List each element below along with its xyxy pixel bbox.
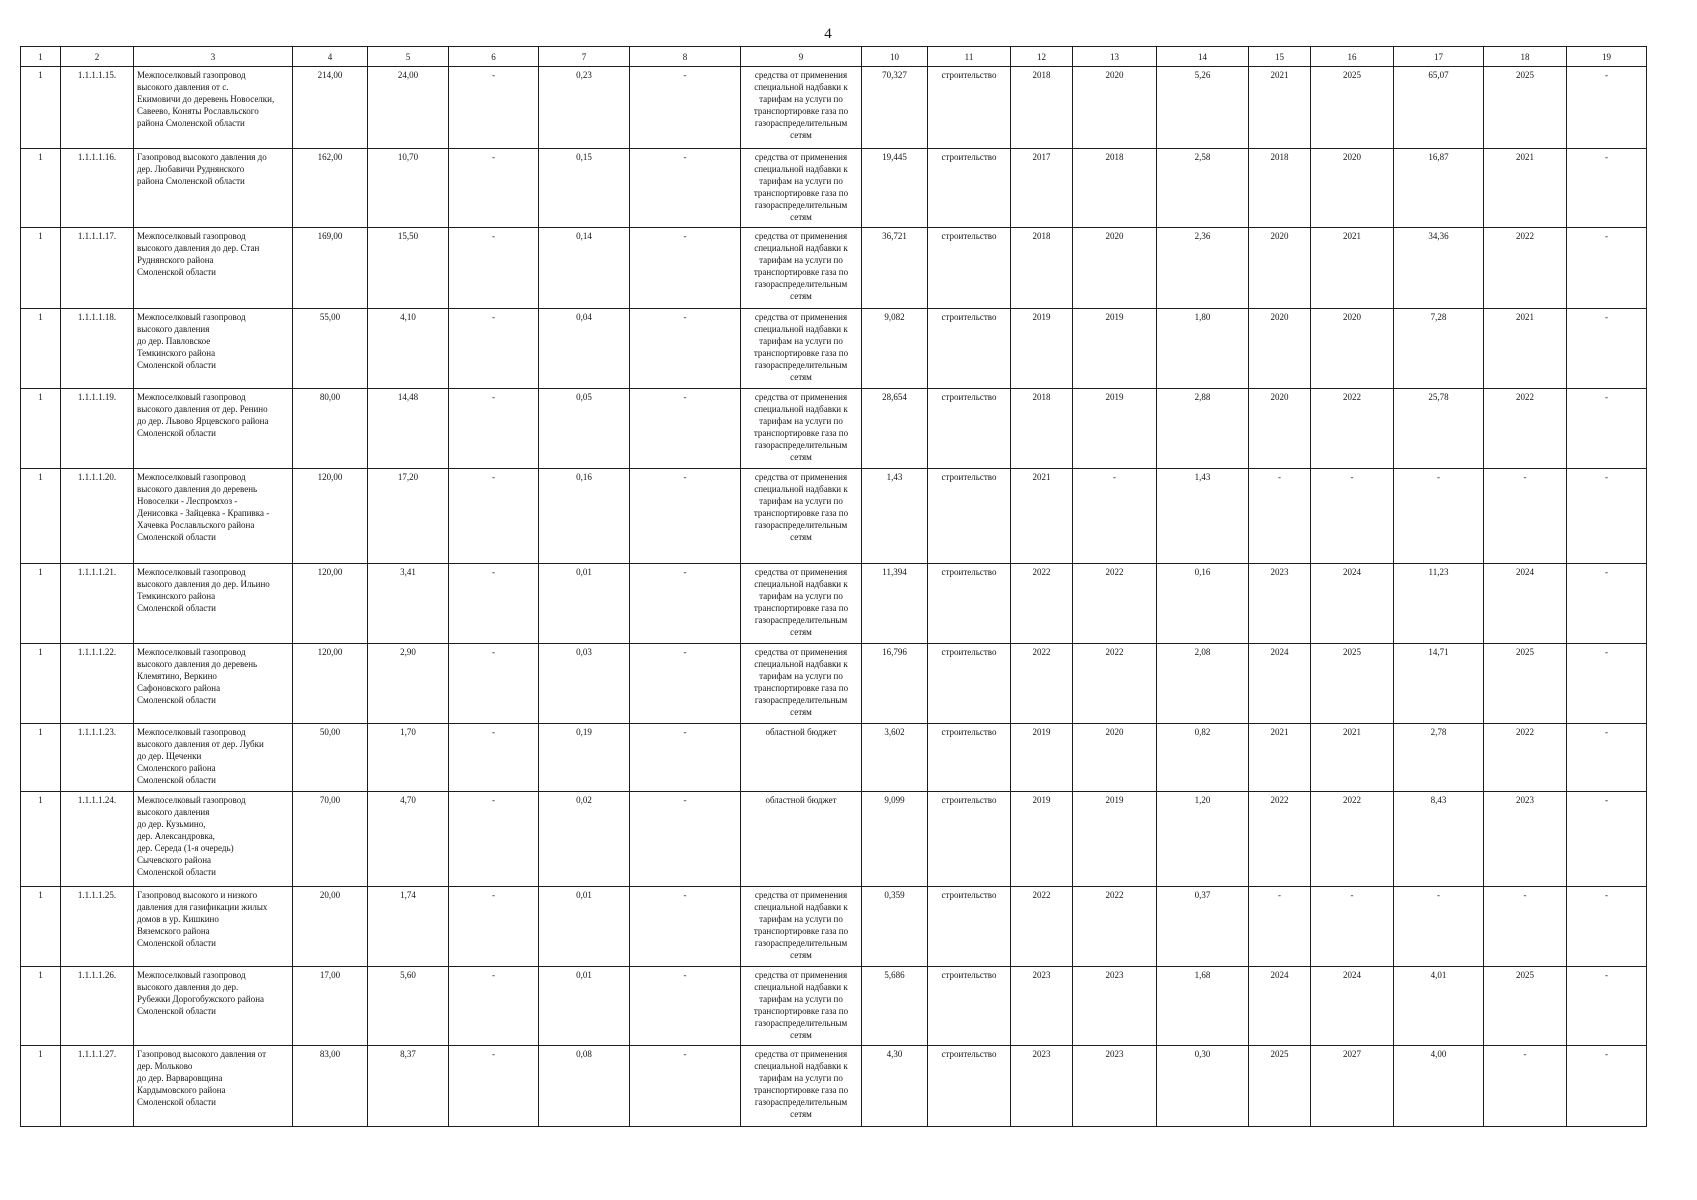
cell-col-16: 2024: [1311, 564, 1394, 644]
cell-col-11: строительство: [928, 887, 1011, 967]
cell-col-11: строительство: [928, 1046, 1011, 1127]
table-row: [21, 67, 1647, 149]
cell-col-14: 5,26: [1157, 67, 1249, 149]
cell-col-2: 1.1.1.1.19.: [61, 389, 134, 469]
cell-col-12: 2018: [1011, 389, 1073, 469]
cell-col-3: Межпоселковый газопровод высокого давления до деревень Новоселки - Леспромхоз - Денисовка - Зайцевка - Крапивка - Хачевка Рославльского района Смоленской области: [134, 469, 293, 564]
cell-col-12: 2018: [1011, 228, 1073, 309]
cell-col-13: 2023: [1073, 1046, 1157, 1127]
cell-col-2: 1.1.1.1.21.: [61, 564, 134, 644]
cell-col-12: 2023: [1011, 967, 1073, 1046]
table-row: [21, 1046, 1647, 1127]
cell-col-14: 2,36: [1157, 228, 1249, 309]
cell-col-8: -: [630, 228, 741, 309]
cell-col-6: -: [449, 67, 539, 149]
cell-col-9: средства от применения специальной надбавки к тарифам на услуги по транспортировке газа по газораспределительным сетям: [741, 967, 862, 1046]
cell-col-12: 2018: [1011, 67, 1073, 149]
cell-col-4: 17,00: [293, 967, 368, 1046]
cell-col-7: 0,23: [539, 67, 630, 149]
cell-col-9: средства от применения специальной надбавки к тарифам на услуги по транспортировке газа по газораспределительным сетям: [741, 389, 862, 469]
cell-col-8: -: [630, 564, 741, 644]
cell-col-19: -: [1567, 887, 1647, 967]
column-header-6: 6: [449, 47, 539, 67]
column-header-10: 10: [862, 47, 928, 67]
cell-col-4: 169,00: [293, 228, 368, 309]
table-row: [21, 887, 1647, 967]
cell-col-19: -: [1567, 644, 1647, 724]
cell-col-11: строительство: [928, 469, 1011, 564]
cell-col-9: областной бюджет: [741, 724, 862, 792]
cell-col-10: 0,359: [862, 887, 928, 967]
column-header-3: 3: [134, 47, 293, 67]
cell-col-15: 2022: [1249, 792, 1311, 887]
cell-col-15: 2020: [1249, 309, 1311, 389]
cell-col-17: 4,01: [1394, 967, 1484, 1046]
column-header-18: 18: [1484, 47, 1567, 67]
cell-col-14: 1,80: [1157, 309, 1249, 389]
cell-col-9: средства от применения специальной надбавки к тарифам на услуги по транспортировке газа по газораспределительным сетям: [741, 67, 862, 149]
cell-col-14: 0,30: [1157, 1046, 1249, 1127]
cell-col-14: 1,43: [1157, 469, 1249, 564]
cell-col-5: 15,50: [368, 228, 449, 309]
cell-col-1: 1: [21, 469, 61, 564]
table-row: [21, 564, 1647, 644]
cell-col-19: -: [1567, 67, 1647, 149]
cell-col-14: 2,88: [1157, 389, 1249, 469]
cell-col-13: 2018: [1073, 149, 1157, 228]
cell-col-7: 0,01: [539, 967, 630, 1046]
cell-col-8: -: [630, 469, 741, 564]
cell-col-18: 2025: [1484, 67, 1567, 149]
cell-col-1: 1: [21, 67, 61, 149]
cell-col-6: -: [449, 887, 539, 967]
cell-col-7: 0,02: [539, 792, 630, 887]
cell-col-15: 2023: [1249, 564, 1311, 644]
cell-col-4: 162,00: [293, 149, 368, 228]
table-row: [21, 469, 1647, 564]
cell-col-13: 2022: [1073, 644, 1157, 724]
column-header-12: 12: [1011, 47, 1073, 67]
cell-col-6: -: [449, 724, 539, 792]
cell-col-15: 2020: [1249, 228, 1311, 309]
cell-col-1: 1: [21, 967, 61, 1046]
cell-col-7: 0,03: [539, 644, 630, 724]
cell-col-3: Межпоселковый газопровод высокого давления до дер. Стан Руднянского района Смоленской области: [134, 228, 293, 309]
cell-col-14: 0,16: [1157, 564, 1249, 644]
cell-col-19: -: [1567, 967, 1647, 1046]
cell-col-5: 10,70: [368, 149, 449, 228]
column-header-11: 11: [928, 47, 1011, 67]
column-header-17: 17: [1394, 47, 1484, 67]
cell-col-13: 2022: [1073, 564, 1157, 644]
cell-col-8: -: [630, 67, 741, 149]
cell-col-6: -: [449, 967, 539, 1046]
cell-col-7: 0,01: [539, 564, 630, 644]
cell-col-2: 1.1.1.1.17.: [61, 228, 134, 309]
cell-col-12: 2019: [1011, 724, 1073, 792]
cell-col-1: 1: [21, 228, 61, 309]
cell-col-3: Газопровод высокого и низкого давления для газификации жилых домов в ур. Кишкино Вяземского района Смоленской области: [134, 887, 293, 967]
column-header-13: 13: [1073, 47, 1157, 67]
cell-col-19: -: [1567, 389, 1647, 469]
cell-col-13: 2020: [1073, 724, 1157, 792]
column-header-14: 14: [1157, 47, 1249, 67]
cell-col-11: строительство: [928, 564, 1011, 644]
cell-col-4: 214,00: [293, 67, 368, 149]
cell-col-1: 1: [21, 724, 61, 792]
cell-col-1: 1: [21, 887, 61, 967]
cell-col-15: 2025: [1249, 1046, 1311, 1127]
cell-col-6: -: [449, 469, 539, 564]
cell-col-18: 2025: [1484, 644, 1567, 724]
cell-col-15: 2024: [1249, 967, 1311, 1046]
cell-col-10: 9,082: [862, 309, 928, 389]
cell-col-9: средства от применения специальной надбавки к тарифам на услуги по транспортировке газа по газораспределительным сетям: [741, 1046, 862, 1127]
cell-col-9: средства от применения специальной надбавки к тарифам на услуги по транспортировке газа по газораспределительным сетям: [741, 644, 862, 724]
cell-col-10: 4,30: [862, 1046, 928, 1127]
cell-col-6: -: [449, 1046, 539, 1127]
cell-col-17: 4,00: [1394, 1046, 1484, 1127]
cell-col-2: 1.1.1.1.22.: [61, 644, 134, 724]
cell-col-8: -: [630, 149, 741, 228]
table-row: [21, 792, 1647, 887]
cell-col-1: 1: [21, 792, 61, 887]
cell-col-3: Межпоселковый газопровод высокого давления до дер. Ильино Темкинского района Смоленской области: [134, 564, 293, 644]
cell-col-18: 2022: [1484, 724, 1567, 792]
cell-col-11: строительство: [928, 67, 1011, 149]
cell-col-5: 1,70: [368, 724, 449, 792]
cell-col-13: 2019: [1073, 792, 1157, 887]
table-row: [21, 309, 1647, 389]
cell-col-19: -: [1567, 228, 1647, 309]
cell-col-7: 0,15: [539, 149, 630, 228]
cell-col-11: строительство: [928, 792, 1011, 887]
data-table: [20, 46, 1647, 1127]
table-row: [21, 149, 1647, 228]
cell-col-19: -: [1567, 792, 1647, 887]
cell-col-12: 2021: [1011, 469, 1073, 564]
cell-col-9: средства от применения специальной надбавки к тарифам на услуги по транспортировке газа по газораспределительным сетям: [741, 228, 862, 309]
cell-col-17: 7,28: [1394, 309, 1484, 389]
cell-col-17: -: [1394, 887, 1484, 967]
cell-col-3: Межпоселковый газопровод высокого давления до дер. Кузьмино, дер. Александровка, дер. Середа (1-я очередь) Сычевского района Смоленской области: [134, 792, 293, 887]
cell-col-16: -: [1311, 469, 1394, 564]
cell-col-8: -: [630, 644, 741, 724]
cell-col-10: 70,327: [862, 67, 928, 149]
cell-col-2: 1.1.1.1.25.: [61, 887, 134, 967]
cell-col-12: 2022: [1011, 887, 1073, 967]
cell-col-1: 1: [21, 564, 61, 644]
cell-col-16: 2024: [1311, 967, 1394, 1046]
cell-col-9: областной бюджет: [741, 792, 862, 887]
cell-col-4: 83,00: [293, 1046, 368, 1127]
cell-col-6: -: [449, 564, 539, 644]
cell-col-17: 2,78: [1394, 724, 1484, 792]
cell-col-10: 9,099: [862, 792, 928, 887]
cell-col-15: 2021: [1249, 67, 1311, 149]
cell-col-15: 2020: [1249, 389, 1311, 469]
cell-col-17: 65,07: [1394, 67, 1484, 149]
cell-col-5: 2,90: [368, 644, 449, 724]
column-header-15: 15: [1249, 47, 1311, 67]
cell-col-12: 2022: [1011, 644, 1073, 724]
cell-col-10: 5,686: [862, 967, 928, 1046]
cell-col-1: 1: [21, 309, 61, 389]
cell-col-15: 2018: [1249, 149, 1311, 228]
cell-col-8: -: [630, 967, 741, 1046]
cell-col-2: 1.1.1.1.24.: [61, 792, 134, 887]
cell-col-5: 17,20: [368, 469, 449, 564]
cell-col-7: 0,14: [539, 228, 630, 309]
cell-col-6: -: [449, 644, 539, 724]
cell-col-16: 2021: [1311, 228, 1394, 309]
cell-col-16: 2025: [1311, 67, 1394, 149]
cell-col-11: строительство: [928, 724, 1011, 792]
cell-col-2: 1.1.1.1.15.: [61, 67, 134, 149]
cell-col-12: 2022: [1011, 564, 1073, 644]
cell-col-6: -: [449, 389, 539, 469]
cell-col-4: 80,00: [293, 389, 368, 469]
column-header-4: 4: [293, 47, 368, 67]
cell-col-16: 2021: [1311, 724, 1394, 792]
cell-col-5: 8,37: [368, 1046, 449, 1127]
cell-col-14: 2,58: [1157, 149, 1249, 228]
cell-col-7: 0,01: [539, 887, 630, 967]
cell-col-1: 1: [21, 1046, 61, 1127]
table-row: [21, 389, 1647, 469]
page-number: 4: [824, 26, 832, 42]
cell-col-9: средства от применения специальной надбавки к тарифам на услуги по транспортировке газа по газораспределительным сетям: [741, 564, 862, 644]
cell-col-12: 2023: [1011, 1046, 1073, 1127]
cell-col-5: 14,48: [368, 389, 449, 469]
cell-col-9: средства от применения специальной надбавки к тарифам на услуги по транспортировке газа по газораспределительным сетям: [741, 887, 862, 967]
cell-col-16: 2020: [1311, 309, 1394, 389]
cell-col-14: 0,37: [1157, 887, 1249, 967]
cell-col-11: строительство: [928, 389, 1011, 469]
cell-col-18: 2025: [1484, 967, 1567, 1046]
cell-col-13: 2020: [1073, 228, 1157, 309]
cell-col-5: 4,10: [368, 309, 449, 389]
cell-col-1: 1: [21, 644, 61, 724]
cell-col-11: строительство: [928, 309, 1011, 389]
cell-col-17: 25,78: [1394, 389, 1484, 469]
cell-col-10: 16,796: [862, 644, 928, 724]
cell-col-18: 2022: [1484, 228, 1567, 309]
cell-col-2: 1.1.1.1.16.: [61, 149, 134, 228]
cell-col-5: 5,60: [368, 967, 449, 1046]
cell-col-17: -: [1394, 469, 1484, 564]
cell-col-19: -: [1567, 564, 1647, 644]
cell-col-9: средства от применения специальной надбавки к тарифам на услуги по транспортировке газа по газораспределительным сетям: [741, 309, 862, 389]
column-header-5: 5: [368, 47, 449, 67]
cell-col-16: 2020: [1311, 149, 1394, 228]
cell-col-16: 2022: [1311, 792, 1394, 887]
table-header: [21, 47, 1647, 67]
cell-col-13: 2022: [1073, 887, 1157, 967]
cell-col-1: 1: [21, 389, 61, 469]
cell-col-18: 2024: [1484, 564, 1567, 644]
cell-col-4: 50,00: [293, 724, 368, 792]
cell-col-7: 0,05: [539, 389, 630, 469]
column-header-7: 7: [539, 47, 630, 67]
cell-col-4: 70,00: [293, 792, 368, 887]
cell-col-16: 2025: [1311, 644, 1394, 724]
cell-col-11: строительство: [928, 149, 1011, 228]
cell-col-18: 2022: [1484, 389, 1567, 469]
cell-col-13: 2019: [1073, 389, 1157, 469]
cell-col-6: -: [449, 792, 539, 887]
cell-col-10: 28,654: [862, 389, 928, 469]
cell-col-16: -: [1311, 887, 1394, 967]
cell-col-14: 1,68: [1157, 967, 1249, 1046]
cell-col-19: -: [1567, 149, 1647, 228]
cell-col-13: 2023: [1073, 967, 1157, 1046]
cell-col-19: -: [1567, 724, 1647, 792]
cell-col-7: 0,16: [539, 469, 630, 564]
cell-col-4: 120,00: [293, 469, 368, 564]
cell-col-18: -: [1484, 469, 1567, 564]
cell-col-3: Межпоселковый газопровод высокого давления до деревень Клемятино, Веркино Сафоновского района Смоленской области: [134, 644, 293, 724]
cell-col-8: -: [630, 792, 741, 887]
cell-col-9: средства от применения специальной надбавки к тарифам на услуги по транспортировке газа по газораспределительным сетям: [741, 469, 862, 564]
cell-col-3: Межпоселковый газопровод высокого давления от дер. Лубки до дер. Щеченки Смоленского района Смоленской области: [134, 724, 293, 792]
cell-col-3: Газопровод высокого давления от дер. Мольково до дер. Варваровщина Кардымовского района Смоленской области: [134, 1046, 293, 1127]
cell-col-3: Межпоселковый газопровод высокого давления от с. Екимовичи до деревень Новоселки, Савеево, Коняты Рославльского района Смоленской области: [134, 67, 293, 149]
cell-col-11: строительство: [928, 644, 1011, 724]
cell-col-2: 1.1.1.1.23.: [61, 724, 134, 792]
cell-col-8: -: [630, 887, 741, 967]
cell-col-5: 4,70: [368, 792, 449, 887]
cell-col-18: 2021: [1484, 309, 1567, 389]
table-row: [21, 724, 1647, 792]
cell-col-13: -: [1073, 469, 1157, 564]
cell-col-10: 1,43: [862, 469, 928, 564]
column-header-9: 9: [741, 47, 862, 67]
cell-col-2: 1.1.1.1.27.: [61, 1046, 134, 1127]
cell-col-3: Газопровод высокого давления до дер. Любавичи Руднянского района Смоленской области: [134, 149, 293, 228]
column-header-1: 1: [21, 47, 61, 67]
table-row: [21, 967, 1647, 1046]
cell-col-1: 1: [21, 149, 61, 228]
cell-col-15: -: [1249, 887, 1311, 967]
cell-col-19: -: [1567, 469, 1647, 564]
cell-col-6: -: [449, 149, 539, 228]
cell-col-18: 2023: [1484, 792, 1567, 887]
cell-col-12: 2017: [1011, 149, 1073, 228]
cell-col-8: -: [630, 389, 741, 469]
cell-col-8: -: [630, 1046, 741, 1127]
cell-col-7: 0,04: [539, 309, 630, 389]
cell-col-11: строительство: [928, 228, 1011, 309]
cell-col-12: 2019: [1011, 309, 1073, 389]
cell-col-17: 11,23: [1394, 564, 1484, 644]
cell-col-10: 3,602: [862, 724, 928, 792]
cell-col-8: -: [630, 309, 741, 389]
column-header-8: 8: [630, 47, 741, 67]
cell-col-16: 2022: [1311, 389, 1394, 469]
cell-col-19: -: [1567, 309, 1647, 389]
cell-col-4: 20,00: [293, 887, 368, 967]
cell-col-9: средства от применения специальной надбавки к тарифам на услуги по транспортировке газа по газораспределительным сетям: [741, 149, 862, 228]
cell-col-15: -: [1249, 469, 1311, 564]
cell-col-14: 2,08: [1157, 644, 1249, 724]
cell-col-5: 3,41: [368, 564, 449, 644]
cell-col-13: 2020: [1073, 67, 1157, 149]
cell-col-19: -: [1567, 1046, 1647, 1127]
cell-col-14: 0,82: [1157, 724, 1249, 792]
cell-col-7: 0,08: [539, 1046, 630, 1127]
column-header-19: 19: [1567, 47, 1647, 67]
cell-col-17: 14,71: [1394, 644, 1484, 724]
cell-col-3: Межпоселковый газопровод высокого давления до дер. Рубежки Дорогобужского района Смоленской области: [134, 967, 293, 1046]
cell-col-10: 11,394: [862, 564, 928, 644]
cell-col-13: 2019: [1073, 309, 1157, 389]
cell-col-17: 8,43: [1394, 792, 1484, 887]
cell-col-11: строительство: [928, 967, 1011, 1046]
cell-col-4: 55,00: [293, 309, 368, 389]
cell-col-5: 24,00: [368, 67, 449, 149]
cell-col-17: 34,36: [1394, 228, 1484, 309]
cell-col-2: 1.1.1.1.26.: [61, 967, 134, 1046]
cell-col-17: 16,87: [1394, 149, 1484, 228]
cell-col-18: -: [1484, 1046, 1567, 1127]
column-header-2: 2: [61, 47, 134, 67]
cell-col-15: 2021: [1249, 724, 1311, 792]
cell-col-2: 1.1.1.1.20.: [61, 469, 134, 564]
cell-col-7: 0,19: [539, 724, 630, 792]
header-row: [21, 47, 1647, 67]
cell-col-12: 2019: [1011, 792, 1073, 887]
table-row: [21, 644, 1647, 724]
cell-col-10: 36,721: [862, 228, 928, 309]
cell-col-4: 120,00: [293, 564, 368, 644]
cell-col-18: -: [1484, 887, 1567, 967]
cell-col-5: 1,74: [368, 887, 449, 967]
cell-col-6: -: [449, 309, 539, 389]
cell-col-8: -: [630, 724, 741, 792]
cell-col-3: Межпоселковый газопровод высокого давления до дер. Павловское Темкинского района Смоленской области: [134, 309, 293, 389]
cell-col-3: Межпоселковый газопровод высокого давления от дер. Ренино до дер. Львово Ярцевского района Смоленской области: [134, 389, 293, 469]
cell-col-10: 19,445: [862, 149, 928, 228]
cell-col-2: 1.1.1.1.18.: [61, 309, 134, 389]
cell-col-18: 2021: [1484, 149, 1567, 228]
cell-col-6: -: [449, 228, 539, 309]
cell-col-14: 1,20: [1157, 792, 1249, 887]
table-row: [21, 228, 1647, 309]
table-body: [21, 67, 1647, 1127]
column-header-16: 16: [1311, 47, 1394, 67]
cell-col-4: 120,00: [293, 644, 368, 724]
cell-col-16: 2027: [1311, 1046, 1394, 1127]
cell-col-15: 2024: [1249, 644, 1311, 724]
